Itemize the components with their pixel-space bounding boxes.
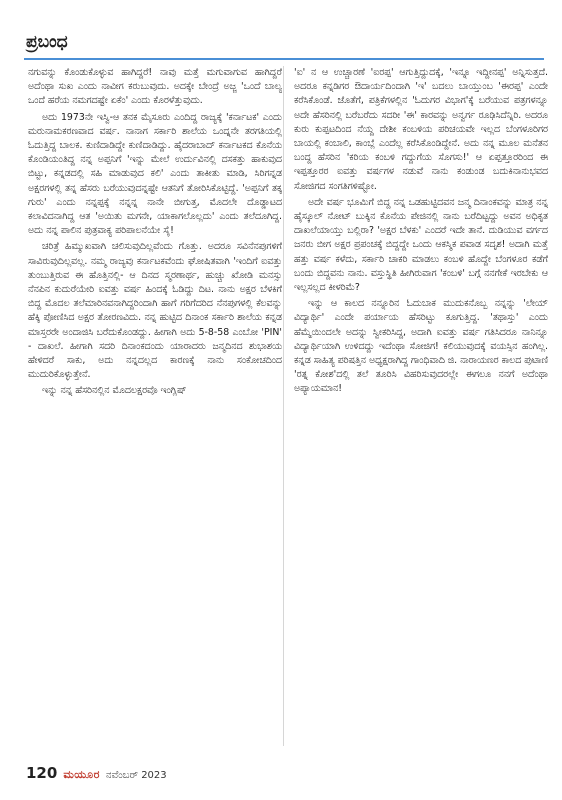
paragraph: ಇನ್ನು ಆ ಕಾಲದ ನನ್ನೂರಿನ ಓದುಬಾಕ ಮುದುಕನೊಬ್ಬ ನನ್ನನ್ನು 'ಲೇಯ್ ವಿದ್ಯಾರ್ಥಿ' ಎಂದೇ ಪರ್ಯಾಯ ಹೆಸರಿಟ್ಟು ಕೂಗುತ್ತಿದ್ದ. 'ತಥಾಸ್ತು' ಎಂದು ಹೆಮ್ಮೆಯಿಂದಲೇ ಅದನ್ನು ಸ್ವೀಕರಿಸಿದ್ದ, ಅದಾಗಿ ಐವತ್ತು ವರ್ಷ ಗತಿಸಿದರೂ ನಾನಿನ್ನೂ ವಿದ್ಯಾರ್ಥಿಯಾಗಿ ಉಳಿದದ್ದು ಇದೆಂಥಾ ಸೋಜಿಗ! ಕಲಿಯುವುದಕ್ಕೆ ವಯಸ್ಸಿನ ಹಂಗಿಲ್ಲ. ಕನ್ನಡ ಸಾಹಿತ್ಯ ಪರಿಷತ್ತಿನ ಅಧ್ಯಕ್ಷರಾಗಿದ್ದ ಗಾಂಧಿವಾದಿ ಜಿ. ನಾರಾಯಣರ ಕಾಲದ ಪುಟಾಣಿ 'ರತ್ನ ಕೋಶ'ದಲ್ಲಿ ತಲೆ ತೂರಿಸಿ ವಿಹರಿಸುವುದರಲ್ಲೇ ಈಗಲೂ ನನಗೆ ಅದೆಂಥಾ ಅಪ್ಯಾಯಮಾನ!: [294, 298, 548, 395]
issue-date: ನವೆಂಬರ್ 2023: [105, 770, 167, 781]
right-column: [294, 66, 548, 746]
header-rule: [24, 58, 544, 60]
column-divider: [283, 66, 284, 746]
section-title: ಪ್ರಬಂಧ: [26, 32, 68, 52]
paragraph: ಚರಿತ್ರೆ ಹಿಮ್ಮುಖವಾಗಿ ಚಲಿಸುವುದಿಲ್ಲವೆಂದು ಗೊತ್ತು. ಅದರೂ ಸವಿನೆನಪುಗಳಿಗೆ ಸಾವಿರುವುದಿಲ್ಲವಲ್ಲ. ನಮ್ಮ ರಾಜ್ಯವು ಕರ್ನಾಟಕವೆಂದು ಘೋಷಿತವಾಗಿ 'ಇಂದಿಗೆ ಐವತ್ತು ತುಂಬುತ್ತಿರುವ ಈ ಹೊತ್ತಿನಲ್ಲಿ- ಆ ದಿನದ ಸ್ಮರಣಾರ್ಥ, ಹುಚ್ಚು ಖೋಡಿ ಮನಸ್ಸು ನೆನಪಿನ ಕುದುರೆಯೇರಿ ಐವತ್ತು ವರ್ಷ ಹಿಂದಕ್ಕೆ ಓಡಿದ್ದು ದಿಟ. ನಾನು ಅಕ್ಷರ ಬೆಳಕಿಗೆ ಬಿದ್ದ ಮೊದಲ ತಲೆಮಾರಿನವನಾಗಿದ್ದರಿಂದಾಗಿ ಹಾಗೆ ಗರಿಗೆದರಿದ ನೆನಪುಗಳಲ್ಲಿ ಕೆಲವನ್ನು ಹೆಕ್ಕಿ ಪೋಣಿಸಿದ ಅಕ್ಷರ ತೋರಣವಿದು. ನನ್ನ ಹುಟ್ಟಿದ ದಿನಾಂಕ ಸರ್ಕಾರಿ ಶಾಲೆಯ ಕನ್ನಡ ಮಾಸ್ತರರೇ ಅಂದಾಜಿಸಿ ಬರೆದುಕೊಂಡದ್ದು. ಹೀಗಾಗಿ ಅದು 5-8-58 ಎಂಬೋ 'PIN' - ದಾಖಲೆ. ಹೀಗಾಗಿ ಸದರಿ ದಿನಾಂಕದಂದು ಯಾರಾದರು ಜನ್ಮದಿನದ ಶುಭಾಶಯ ಹೇಳಿದರೆ ಸಾಕು, ಅದು ನನ್ನದಲ್ಲದ ಕಾರಣಕ್ಕೆ ನಾನು ಸಂಕೋಚದಿಂದ ಮುದುರಿಕೊಳ್ಳುತ್ತೇನೆ.: [28, 241, 282, 381]
paragraph: ಅದೇ ವರ್ಷ ಭೂಮಿಗೆ ಬಿದ್ದ ನನ್ನ ಒಡಹುಟ್ಟಿದವನ ಜನ್ಮ ದಿನಾಂಕವನ್ನು ಮಾತ್ರ ನನ್ನ ಹೈಸ್ಕೂಲ್ ನೋಟ್ ಬುಕ್ಕಿನ ಕೊನೆಯ ಪೇಜಿನಲ್ಲಿ ನಾನು ಬರೆದಿಟ್ಟದ್ದು ಅವನ ಅಧಿಕೃತ ದಾಖಲೆಯಾಯ್ತು ಬಲ್ಲಿರಾ? 'ಅಕ್ಷರ ಬೆಳಕು' ಎಂದರೆ ಇದೇ ತಾನೆ. ದುಡಿಯುವ ವರ್ಗದ ಜನರು ಬೀಗ ಅಕ್ಷರ ಪ್ರಪಂಚಕ್ಕೆ ಬಿದ್ದದ್ದೇ ಒಂದು ಆಕಸ್ಮಿಕ ಪವಾಡ ಸದೃಶ! ಅದಾಗಿ ಮತ್ತೆ ಹತ್ತು ವರ್ಷ ಕಳೆದು, ಸರ್ಕಾರಿ ಚಾಕರಿ ಮಾಡಲು ಕಂಬಳಿ ಹೊದ್ದೇ ಬೆಂಗಳೂರ ಕಡೆಗೆ ಬಂದು ಬಿದ್ದವನು ನಾನು. ವಸ್ತುಸ್ಥಿತಿ ಹೀಗಿರುವಾಗ 'ಕಂಬಳಿ' ಬಗ್ಗೆ ನನಗೇಕೆ ಇರಬೇಕು ಆ ಇಲ್ಲಸಲ್ಲದ ಕೀಳರಿಮೆ?: [294, 196, 548, 294]
page-number: 120: [26, 764, 58, 782]
paragraph: ನಗುವನ್ನು ಕೊಂಡುಕೊಳ್ಳುವ ಹಾಗಿದ್ದರೆ! ನಾವು ಮತ್ತೆ ಮಗುವಾಗುವ ಹಾಗಿದ್ದರೆ ಅದೆಂಥಾ ಸುಖ ಎಂದು ನಾವೀಗ ಕರುಬುವುದು. ಅದಕ್ಕೇ ಬೇಂದ್ರೆ ಅಜ್ಜ 'ಒಂದೆ ಬಾಲ್ಯ ಒಂದೆ ಹರೆಯ ನಮಗದಷ್ಟೇ ಏಕೆಂ' ಎಂದು ಕೊರಳೆತ್ತುವುದು.: [28, 67, 282, 107]
paragraph: 'ಐ' ನ ಆ ಉಚ್ಚಾರಣೆ 'ಐರಪ್ಪ' ಆಗುತ್ತಿದ್ದುದಕ್ಕೆ, 'ಇನ್ನೂ ಇದ್ದೀನಪ್ಪ' ಅನ್ನಿಸುತ್ತದೆ. ಅದರೂ ಕನ್ನಡಿಗರ ಔದಾರ್ಯದಿಂದಾಗಿ 'ಇ' ಬದಲು ಬಾಯ್ತುಂಬ 'ಈರಪ್ಪ' ಎಂದೇ ಕರೆಸಿಕೊಂಡೆ. ಜೊತೆಗೆ, ಪತ್ರಿಕೆಗಳಲ್ಲಿನ 'ಓದುಗರ ವಿಭಾಗ'ಕ್ಕೆ ಬರೆಯುವ ಪತ್ರಗಳನ್ನೂ ಅದೇ ಹೆಸರಿನಲ್ಲಿ ಬರೆಬರೆದು ಸದರೀ 'ಈ' ಕಾರವನ್ನು ಅನ್ವರ್ಗ ರೂಢಿಸಿದೆನ್ನಿರಿ. ಅದರೂ ಕುರು ಕುಪ್ಪಟದಿಂದ ನೆಯ್ದ ದೇಶೀ ಕಂಬಳಿಯ ಪರಿಚಯವೇ ಇಲ್ಲದ ಬೆಂಗಳೂರಿಗರ ಬಾಯಲ್ಲಿ ಕಂಬಾಲಿ, ಕಾಂಬ್ಲೆ ಎಂದೆಲ್ಲ ಕರೆಸಿಕೊಂಡಿದ್ದೇನೆ. ಅದು ನನ್ನ ಮೂಲ ಮನೆತನ ಬಂದ್ದ ಹೆಸರಿನ 'ಕರಿಯ ಕಂಬಳಿ ಗದ್ದುಗೆಯ ಸೊಗಸು!' ಆ ಏಪ್ಪತ್ತೂರರಿಂದ ಈ ಇಪ್ಪತ್ತೂರರ ಐವತ್ತು ವರ್ಷಗಳ ನಡುವೆ ನಾನು ಕಂಡುಂಡ ಬದುಕಿನಾನುಭವದ ಸೋಜಿಗದ ಸಂಗತಿಗಳಿಷ್ಟೋ.: [294, 67, 548, 192]
page-footer: [26, 764, 167, 784]
magazine-logo: ಮಯೂರ: [63, 768, 100, 781]
page-header: [24, 30, 544, 60]
paragraph: ಇನ್ನು ನನ್ನ ಹೆಸರಿನಲ್ಲಿನ ಮೊದಲಕ್ಷರವೊ ಇಂಗ್ಲಿಷ್: [42, 385, 187, 397]
left-column: [28, 66, 282, 746]
paragraph: ಅದು 1973ನೇ ಇಸ್ವಿ-ಆ ತನಕ ಮೈಸೂರು ಎಂದಿದ್ದ ರಾಜ್ಯಕ್ಕೆ 'ಕರ್ನಾಟಕ' ಎಂದು ಮರುನಾಮಕರಣವಾದ ವರ್ಷ. ನಾನಾಗ ಸರ್ಕಾರಿ ಶಾಲೆಯ ಒಂದ್ನನೇ ತರಗತಿಯಲ್ಲಿ ಓದುತ್ತಿದ್ದ ಬಾಲಕ. ಕುಣಿದಾಡಿದ್ದೇ ಕುಣಿದಾಡಿದ್ದು. ಹೈದರಾಬಾದ್ ಕರ್ನಾಟಕದ ಕೊನೆಯ ಕೊಂಡಿಯಂತಿದ್ದ ನನ್ನ ಅಪ್ಪನಿಗೆ 'ಇನ್ನು ಮೇಲೆ ಉರ್ದುವಿನಲ್ಲಿ ದಸಕತ್ತು ಹಾಕುವುದ ಬಿಟ್ಟು, ಕನ್ನಡದಲ್ಲಿ ಸಹಿ ಮಾಡುವುದ ಕಲಿ' ಎಂದು ತಾಕೀತು ಮಾಡಿ, ಸಿರಿಗನ್ನಡ ಅಕ್ಷರಗಳಲ್ಲಿ ತನ್ನ ಹೆಸರು ಬರೆಯುವುದನ್ನಷ್ಟೇ ಆತನಿಗೆ ತೋರಿಸಿಕೊಟ್ಟಿದ್ದೆ. 'ಅಪ್ಪನಿಗೆ ತಕ್ಕ ಗುರು' ಎಂದು ನನ್ನಪ್ಪಕ್ಕೆ ನನ್ನನ್ನ ನಾನೇ ಬೀಗುತ್ತ, ಮೊದಲೇ ದೊಡ್ಡಾಟದ ಕಲಾವಿದನಾಗಿದ್ದ ಆತ 'ಅಯಿತು ಮಗನೇ, ಯಾಕಾಗಲೊಲ್ಲದು' ಎಂದು ತಲೆದೂಗಿದ್ದ. ಅದು ನನ್ನ ಪಾಲಿನ ಪುತ್ರವಾಕ್ಯ ಪರಿಪಾಲನೆಯೇ ಸೈ!: [28, 111, 282, 237]
